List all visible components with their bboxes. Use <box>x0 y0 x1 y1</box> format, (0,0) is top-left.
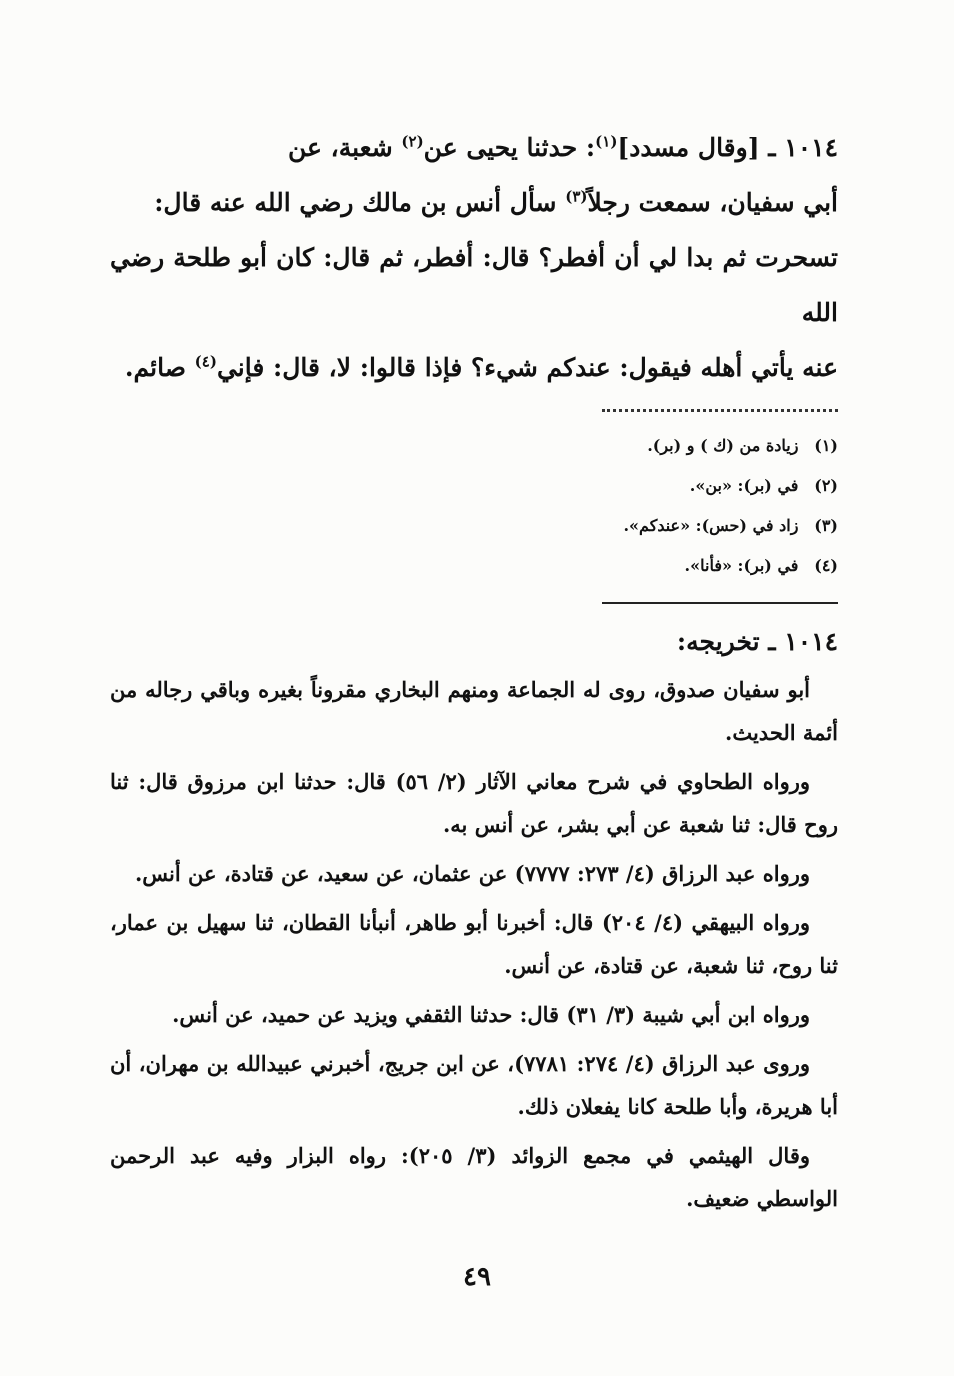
footnote-text: زاد في (حس): «عندكم». <box>623 516 799 535</box>
page-number: ٤٩ <box>463 1262 491 1292</box>
hadith-text <box>110 120 838 395</box>
hadith-line: عنه يأتي أهله فيقول: عندكم شيء؟ فإذا قالوا: لا، قال: فإني$^{(٤)}$ صائم. <box>124 352 838 382</box>
footnote-number: (٣) <box>814 516 838 535</box>
footnote <box>110 546 838 586</box>
hadith-line: أبي سفيان، سمعت رجلاً$^{(٣)}$ سأل أنس بن مالك رضي الله عنه قال: <box>154 187 838 217</box>
takhrij-paragraph: ورواه عبد الرزاق (٤/ ٢٧٣: ٧٧٧٧) عن عثمان، عن سعيد، عن قتادة، عن أنس. <box>134 861 810 886</box>
takhrij-heading: ١٠١٤ ـ تخريجه: <box>676 627 838 656</box>
footnote <box>110 466 838 506</box>
takhrij-paragraph: أبو سفيان صدوق، روى له الجماعة ومنهم البخاري مقروناً بغيره وباقي رجاله من أئمة الحديث. <box>110 677 838 745</box>
footnote <box>110 506 838 546</box>
hadith-line: تسحرت ثم بدا لي أن أفطر؟ قال: أفطر، ثم قال: كان أبو طلحة رضي الله <box>110 243 838 327</box>
takhrij-paragraph: ورواه البيهقي (٤/ ٢٠٤) قال: أخبرنا أبو طاهر، أنبأنا القطان، ثنا سهيل بن عمار، ثنا روح، ثنا شعبة، عن قتادة، عن أنس. <box>110 910 838 978</box>
footnote-number: (١) <box>814 436 838 455</box>
footnotes <box>110 426 838 586</box>
footnote-text: في (بر): «فأنا». <box>684 556 799 575</box>
takhrij-section <box>110 622 838 1220</box>
takhrij-paragraph: ورواه ابن أبي شيبة (٣/ ٣١) قال: حدثنا الثقفي ويزيد عن حميد، عن أنس. <box>172 1002 810 1027</box>
page-content <box>110 120 838 1220</box>
takhrij-paragraph: وقال الهيثمي في مجمع الزوائد (٣/ ٢٠٥): رواه البزار وفيه عبد الرحمن الواسطي ضعيف. <box>110 1143 838 1211</box>
takhrij-paragraph: ورواه الطحاوي في شرح معاني الآثار (٢/ ٥٦) قال: حدثنا ابن مرزوق قال: ثنا روح قال: ثنا شعبة عن أبي بشر، عن أنس به. <box>110 769 838 837</box>
footnote-separator <box>602 409 838 412</box>
section-divider <box>602 602 838 604</box>
takhrij-paragraph: وروى عبد الرزاق (٤/ ٢٧٤: ٧٧٨١)، عن ابن جريج، أخبرني عبيدالله بن مهران، أن أبا هريرة، وأبا طلحة كانا يفعلان ذلك. <box>110 1051 838 1119</box>
hadith-line: ١٠١٤ ـ [وقال مسدد]$^{(١)}$: حدثنا يحيى عن$^{(٢)}$ شعبة، عن <box>288 132 838 162</box>
footnote-text: زيادة من (ك ) و (بر). <box>647 436 799 455</box>
footnote-text: في (بر): «بن». <box>689 476 799 495</box>
footnote-number: (٤) <box>814 556 838 575</box>
footnote-number: (٢) <box>814 476 838 495</box>
footnote <box>110 426 838 466</box>
